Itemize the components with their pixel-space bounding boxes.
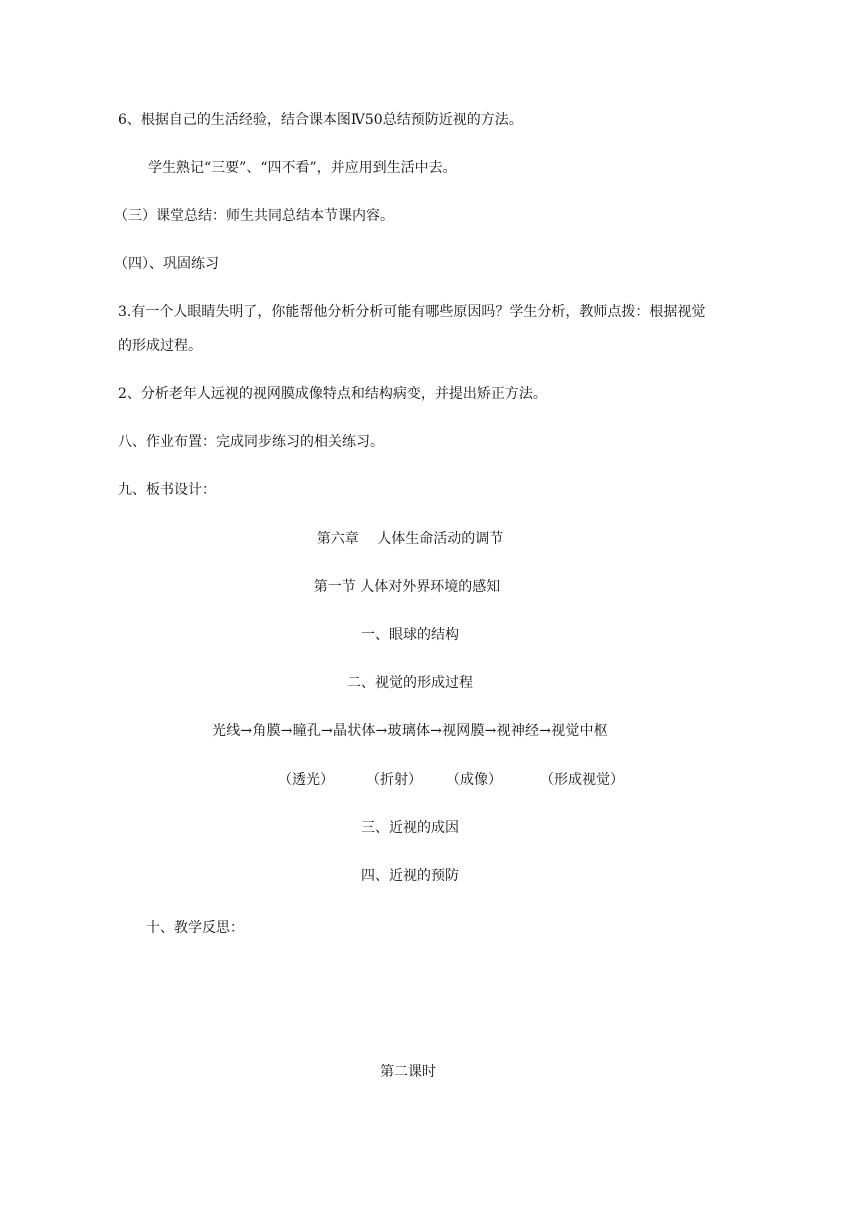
exercise-3: 3.有一个人眼睛失明了，你能帮他分析分析可能有哪些原因吗？学生分析，教师点拨：根据视觉 <box>118 304 706 320</box>
exercise-3-continued: 的形成过程。 <box>118 338 202 354</box>
note-vision-formation: （形成视觉） <box>540 772 624 788</box>
note-light-transmission: （透光） <box>278 772 334 788</box>
exercise-2: 2、分析老年人远视的视网膜成像特点和结构病变，并提出矫正方法。 <box>118 386 547 402</box>
homework-heading: 八、作业布置：完成同步练习的相关练习。 <box>118 434 384 450</box>
consolidation-heading: （四）、巩固练习 <box>114 256 219 272</box>
note-imaging: （成像） <box>446 772 502 788</box>
board-item-myopia-prevention: 四、近视的预防 <box>361 868 459 884</box>
note-refraction: （折射） <box>366 772 422 788</box>
step-6-prevention-method: 6、根据自己的生活经验，结合课本图Ⅳ50总结预防近视的方法。 <box>118 112 523 128</box>
vision-pathway-sequence: 光线→角膜→瞳孔→晶状体→玻璃体→视网膜→视神经→视觉中枢 <box>212 723 608 739</box>
second-lesson-heading: 第二课时 <box>380 1064 436 1080</box>
board-item-myopia-cause: 三、近视的成因 <box>361 820 459 836</box>
board-item-vision-process: 二、视觉的形成过程 <box>347 675 473 691</box>
memorize-rules: 学生熟记“三要”、“四不看”，并应用到生活中去。 <box>148 160 457 176</box>
class-summary: （三）课堂总结：师生共同总结本节课内容。 <box>114 208 394 224</box>
board-chapter-title: 第六章 人体生命活动的调节 <box>316 531 504 547</box>
board-item-eye-structure: 一、眼球的结构 <box>361 627 459 643</box>
board-design-heading: 九、板书设计： <box>118 482 216 498</box>
board-section-title: 第一节 人体对外界环境的感知 <box>313 579 501 595</box>
teaching-reflection-heading: 十、教学反思： <box>146 920 244 936</box>
